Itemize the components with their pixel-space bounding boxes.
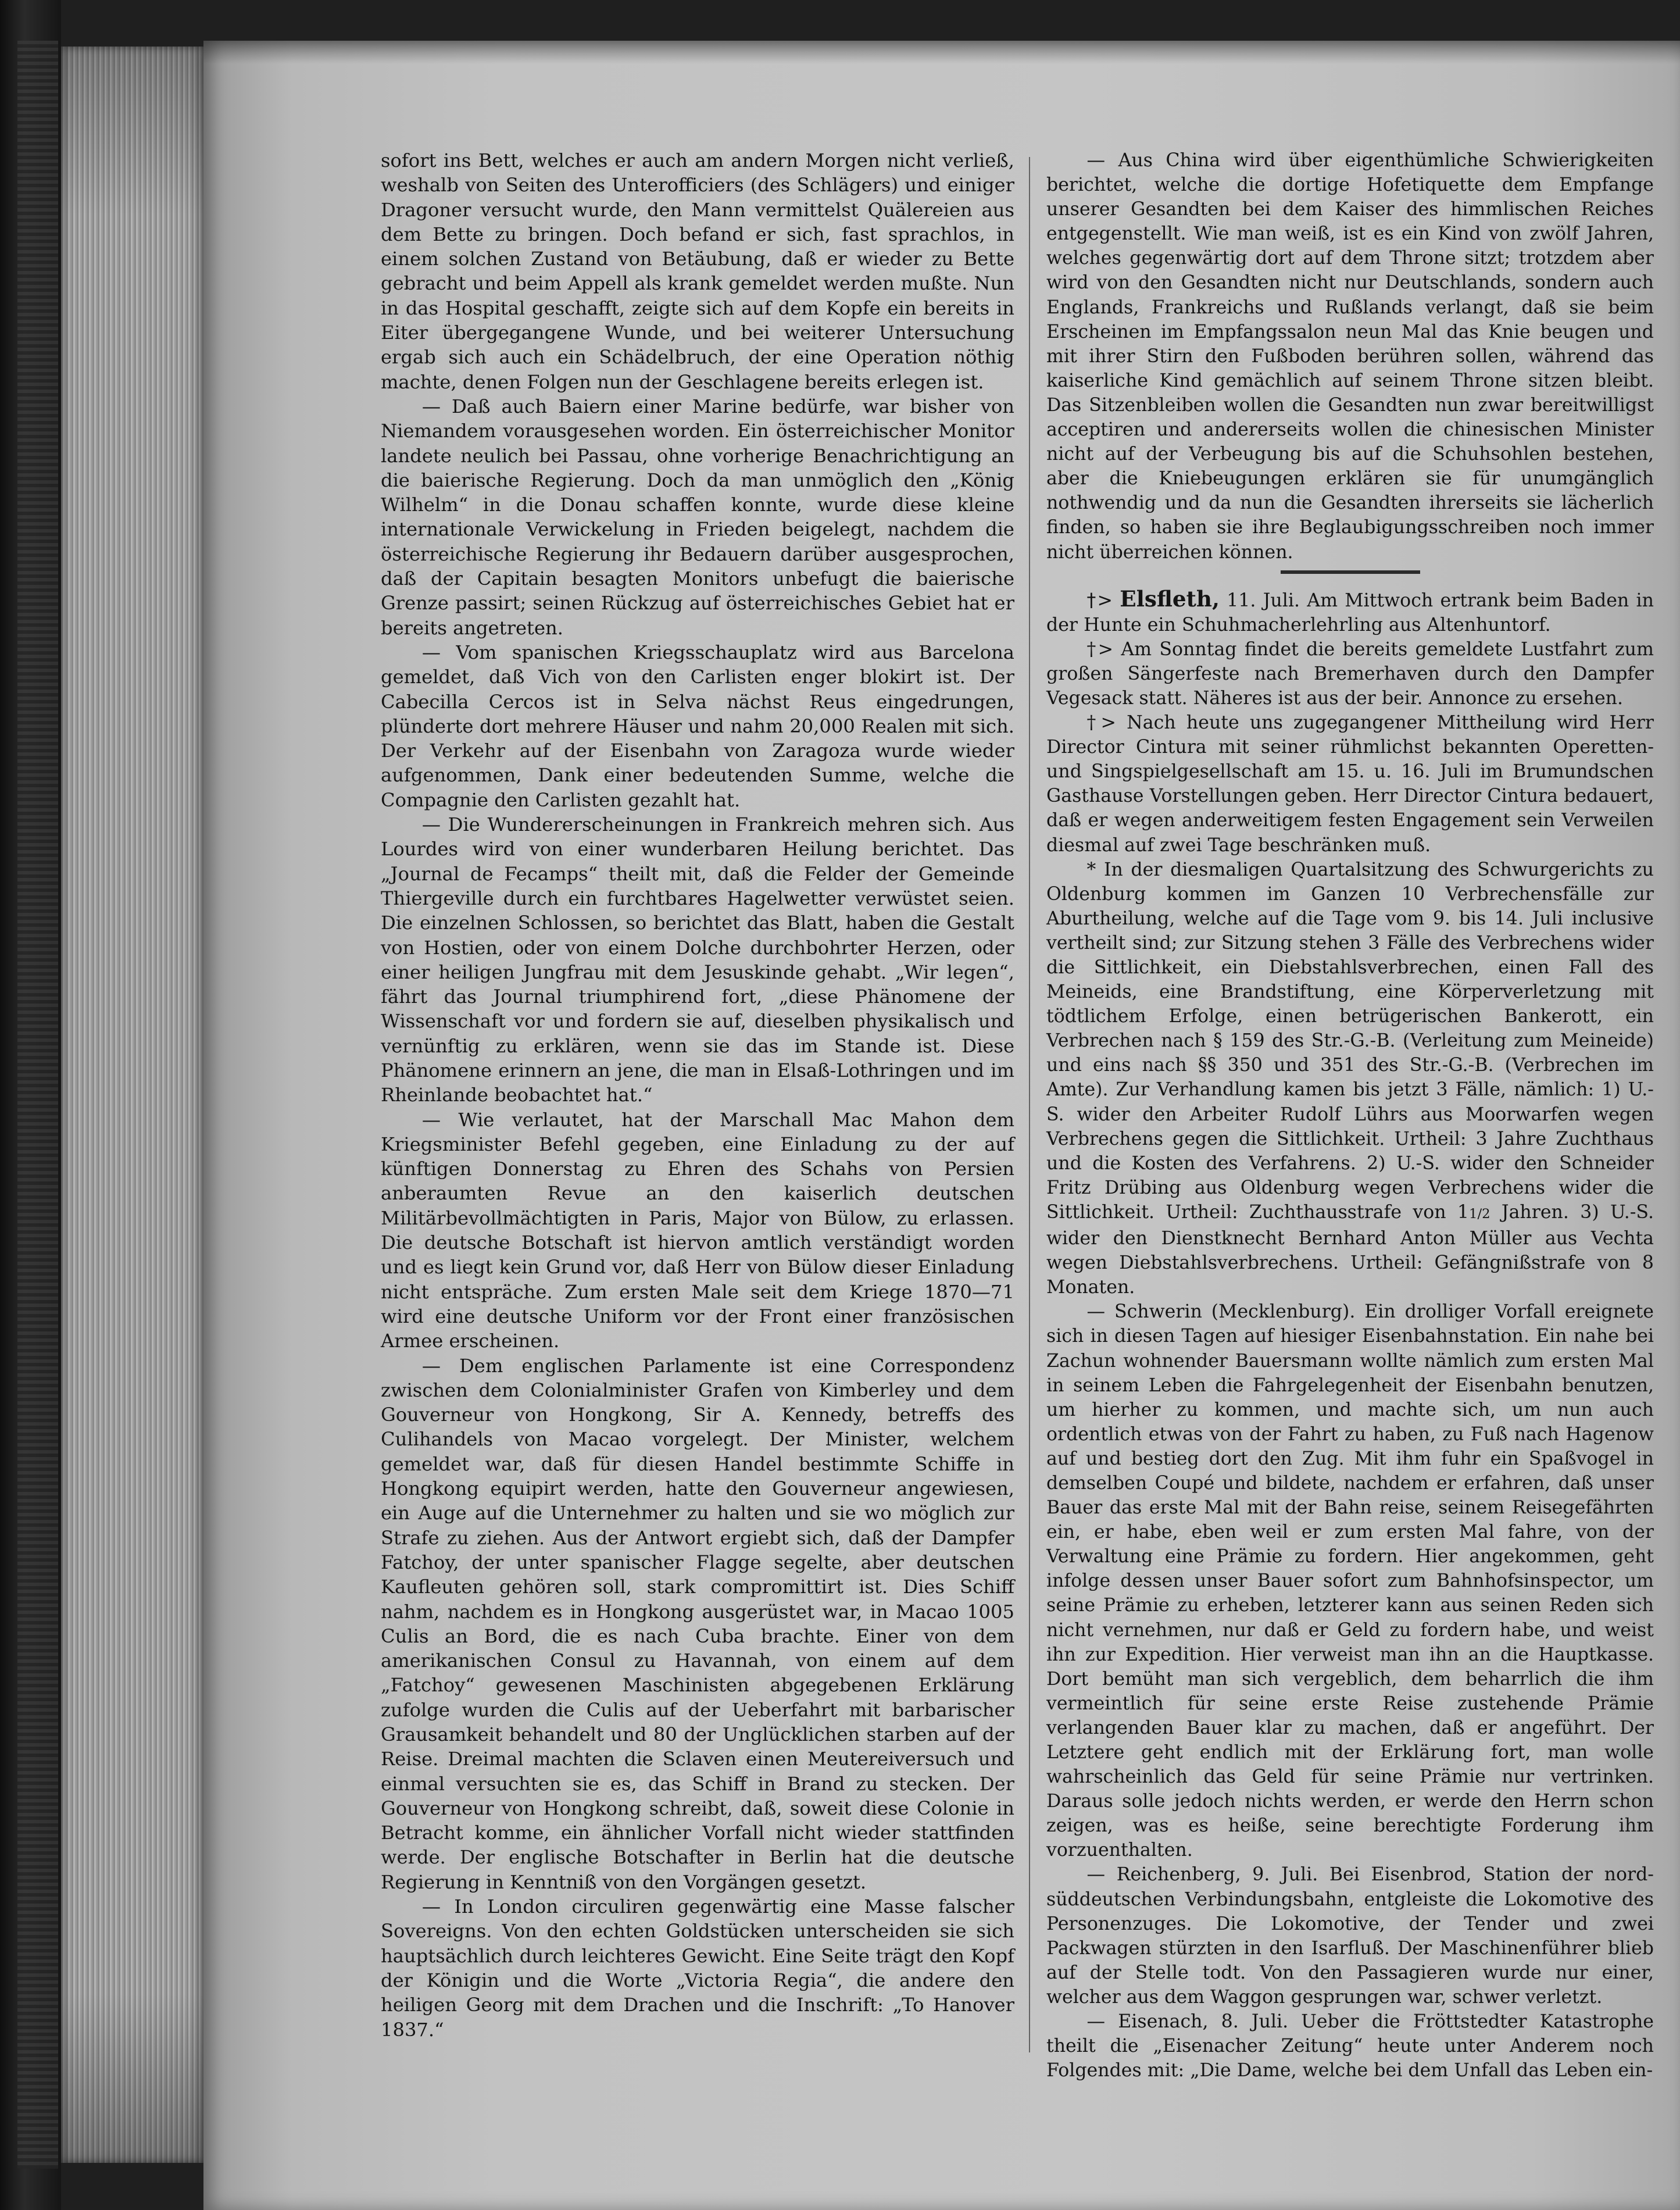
article-spain-war: — Vom spanischen Kriegsschauplatz wird aus Barcelona gemeldet, daß Vich von den Carlisten enger blokirt ist. Der Cabecilla Cercos ist in Selva nächst Reus eingedrungen, plünderte dort mehrere Häuser und nahm 20,000 Realen mit sich. Der Verkehr auf der Eisenbahn von Zaragoza wurde wieder aufgenommen, Dank einer bedeutenden Summe, welche die Compagnie den Carlisten gezahlt hat. — [381, 641, 1014, 811]
article-elsfleth — [1046, 587, 1654, 637]
article-mac-mahon: — Wie verlautet, hat der Marschall Mac Mahon dem Kriegsminister Befehl gegeben, eine Einladung zu der auf künftigen Donnerstag zu Ehren des Schahs von Persien anberaumten Revue an den kaiserlich deutschen Militärbevollmächtigten in Paris, Major von Bülow, zu erlassen. Die deutsche Botschaft ist hiervon amtlich verständigt worden und es liegt kein Grund vor, daß Herr von Bülow dieser Einladung nicht entspräche. Zum ersten Male seit dem Kriege 1870—71 wird eine deutsche Uniform vor der Front einer französischen Armee erscheinen. — [381, 1108, 1014, 1352]
right-column — [1046, 148, 1654, 2083]
article-soldier-abuse: sofort ins Bett, welches er auch am andern Morgen nicht verließ, weshalb von Seiten des Unterofficiers (des Schlägers) und einiger Dragoner versucht wurde, den Mann vermittelst Quälereien aus dem Bette zu bringen. Doch befand er sich, fast sprachlos, in einem solchen Zustand von Betäubung, daß er wieder zu Bette gebracht und beim Appell als krank gemeldet werden mußte. Nun in das Hospital geschafft, zeigte sich auf dem Kopfe ein bereits in Eiter übergegangene Wunde, und bei weiterer Untersuchung ergab sich auch ein Schädelbruch, der eine Operation nöthig machte, denen Folgen nun der Geschlagene bereits erlegen ist. — [381, 149, 1014, 393]
column-divider — [1029, 157, 1030, 2052]
article-false-sovereigns: — In London circuliren gegenwärtig eine Masse falscher Sovereigns. Von den echten Goldstücken unterscheiden sie sich hauptsächlich durch leichteres Gewicht. Eine Seite trägt den Kopf der Königin und die Worte „Victoria Regia“, die andere den heiligen Georg mit dem Drachen und die Inschrift: „To Hanover 1837.“ — [381, 1895, 1014, 2041]
article-china-etiquette: — Aus China wird über eigenthümliche Schwierigkeiten berichtet, welche die dortige Hofetiquette dem Empfange unserer Gesandten bei dem Kaiser des himmlischen Reiches entgegenstellt. Wie man weiß, ist es ein Kind von zwölf Jahren, welches gegenwärtig dort auf dem Throne sitzt; trotzdem aber wird von den Gesandten nicht nur Deutschlands, sondern auch Englands, Frankreichs und Rußlands verlangt, daß sie beim Erscheinen im Empfangssalon neun Mal das Knie beugen und mit ihrer Stirn den Fußboden berühren sollen, während das kaiserliche Kind gemächlich auf seinem Throne sitzen bleibt. Das Sitzenbleiben wollen die Gesandten nun zwar bereitwilligst acceptiren und andererseits wollen die chinesischen Minister nicht auf der Verbeugung bis auf die Schuhsohlen bestehen, aber die Kniebeugungen erklären sie für unumgänglich nothwendig und da nun die Gesandten ihrerseits sie lächerlich finden, so haben sie ihre Beglaubigungsschreiben noch immer nicht überreichen können. — [1046, 150, 1654, 563]
book-binding — [0, 0, 61, 2210]
article-oldenburg-court — [1046, 858, 1654, 1300]
article-bavaria-navy: — Daß auch Baiern einer Marine bedürfe, war bisher von Niemandem vorausgesehen worden. Ein österreichischer Monitor landete neulich bei Passau, ohne vorherige Benachrichtigung an die baierische Regierung. Doch da man unmöglich den „König Wilhelm“ in die Donau schaffen konnte, wurde diese kleine internationale Verwickelung in Frieden beigelegt, nachdem die österreichische Regierung ihr Bedauern darüber ausgesprochen, daß der Capitain besagten Monitors unbefugt die baierische Grenze passirt; seinen Rückzug auf österreichisches Gebiet hat er bereits angetreten. — [381, 395, 1014, 639]
article-cintura-operetta: †> Nach heute uns zugegangener Mittheilung wird Herr Director Cintura mit seiner rühmlichst bekannten Operetten- und Singspielgesellschaft am 15. u. 16. Juli im Brumundschen Gasthause Vorstellungen geben. Herr Director Cintura bedauert, daß er wegen anderweitigem festen Engagement sein Verweilen diesmal auf zwei Tage beschränken muß. — [1046, 712, 1654, 856]
fraction-half: 1/2 — [1468, 1206, 1490, 1222]
article-sunday-excursion: †> Am Sonntag findet die bereits gemeldete Lustfahrt zum großen Sängerfeste nach Bremerhaven durch den Dampfer Vegesack statt. Näheres ist aus der beir. Annonce zu ersehen. — [1046, 638, 1654, 709]
left-column — [381, 148, 1014, 2042]
oldenburg-text-a: * In der diesmaligen Quartalsitzung des Schwurgerichts zu Oldenburg kommen im Ganzen 10 Verbrechensfälle zur Aburtheilung, welche auf die Tage vom 9. bis 14. Juli inclusive vertheilt sind; zur Sitzung stehen 3 Fälle des Verbrechens wider die Sittlichkeit, ein Diebstahlsverbrechen, einen Fall des Meineids, eine Brandstiftung, eine Körperverletzung mit tödtlichem Erfolge, einen betrügerischen Bankerott, ein Verbrechen nach § 159 des Str.-G.-B. (Verleitung zum Meineide) und eins nach §§ 350 und 351 des Str.-G.-B. (Verbrechen im Amte). Zur Verhandlung kamen bis jetzt 3 Fälle, nämlich: 1) U.-S. wider den Arbeiter Rudolf Lührs aus Moorwarfen wegen Verbrechens gegen die Sittlichkeit. Urtheil: 3 Jahre Zuchthaus und die Kosten des Verfahrens. 2) U.-S. wider den Schneider Fritz Drübing aus Oldenburg wegen Verbrechens wider die Sittlichkeit. Urtheil: Zuchthausstrafe von 1 — [1046, 859, 1654, 1223]
page-top-shadow — [203, 41, 1680, 64]
article-eisenach: — Eisenach, 8. Juli. Ueber die Fröttstedter Katastrophe theilt die „Eisenacher Zeitung“ heute unter Anderem noch Folgendes mit: „Die Dame, welche bei dem Unfall das Leben ein- — [1046, 2011, 1654, 2082]
dagger-mark: †> — [1086, 590, 1113, 611]
article-coolie-trade: — Dem englischen Parlamente ist eine Correspondenz zwischen dem Colonialminister Grafen von Kimberley und dem Gouverneur von Hongkong, Sir A. Kennedy, betreffs des Culihandels von Macao vorgelegt. Der Minister, welchem gemeldet war, daß für diesen Handel bestimmte Schiffe in Hongkong equipirt werden, hatte den Gouverneur angewiesen, ein Auge auf die Unternehmer zu halten und sie wo möglich zur Strafe zu ziehen. Aus der Antwort ergiebt sich, daß der Dampfer Fatchoy, der unter spanischer Flagge segelte, aber deutschen Kaufleuten gehören soll, stark compromittirt ist. Dies Schiff nahm, nachdem es in Hongkong ausgerüstet war, in Macao 1005 Culis an Bord, die es nach Cuba brachte. Einer von dem amerikanischen Consul zu Havannah, von einem auf dem „Fatchoy“ gewesenen Maschinisten abgegebenen Erklärung zufolge wurden die Culis auf der Ueberfahrt mit barbarischer Grausamkeit behandelt und 80 der Unglücklichen starben auf der Reise. Dreimal machten die Sclaven einen Meutereiversuch und einmal versuchten sie es, das Schiff in Brand zu stecken. Der Gouverneur von Hongkong schreibt, daß, soweit diese Colonie in Betracht komme, ein ähnlicher Vorfall nicht wieder stattfinden werde. Der englische Botschafter in Berlin hat die deutsche Regierung in Kenntniß von den Vorgängen gesetzt. — [381, 1354, 1014, 1893]
article-schwerin: — Schwerin (Mecklenburg). Ein drolliger Vorfall ereignete sich in diesen Tagen auf hiesiger Eisenbahnstation. Ein nahe bei Zachun wohnender Bauersmann wollte nämlich zum ersten Mal in seinem Leben die Fahrgelegenheit der Eisenbahn benutzen, um hierher zu kommen, und machte sich, um nun auch ordentlich etwas von der Fahrt zu haben, zu Fuß nach Hagenow auf und bestieg dort den Zug. Mit ihm fuhr ein Spaßvogel in demselben Coupé und bildete, nachdem er erfahren, daß unser Bauer das erste Mal mit der Bahn reise, seinem Reisegefährten ein, er habe, eben weil er zum ersten Mal fahre, von der Verwaltung eine Prämie zu fordern. Hier angekommen, geht infolge dessen unser Bauer sofort zum Bahnhofsinspector, um seine Prämie zu erheben, letzterer kann aus seinen Reden sich nicht vernehmen, nur daß er Geld zu fordern habe, und weist ihn zur Expedition. Hier verweist man ihn an die Hauptkasse. Dort bemüht man sich vergeblich, dem beharrlich die ihm vermeintlich für seine erste Reise zustehende Prämie verlangenden Bauer klar zu machen, daß er angeführt. Der Letztere geht endlich mit der Erklärung fort, man wolle wahrscheinlich das Geld für seine Prämie nur vertrinken. Daraus solle jedoch nichts werden, er werde den Herrn schon zeigen, was es heiße, seine berechtigte Forderung ihm vorzuenthalten. — [1046, 1301, 1654, 1861]
elsfleth-text: 11. Juli. Am Mittwoch ertrank beim Baden in der Hunte ein Schuhmacherlehrling aus Altenhuntorf. — [1046, 590, 1654, 635]
dateline-elsfleth: Elsfleth, — [1120, 585, 1220, 612]
section-divider — [1281, 570, 1420, 574]
page-edges — [61, 47, 203, 2163]
article-reichenberg: — Reichenberg, 9. Juli. Bei Eisenbrod, Station der nord-süddeutschen Verbindungsbahn, entgleiste die Lokomotive des Personenzuges. Die Lokomotive, der Tender und zwei Packwagen stürzten in den Isarfluß. Der Maschinenführer blieb auf der Stelle todt. Von den Passagieren wurde nur einer, welcher aus dem Waggon gesprungen war, schwer verletzt. — [1046, 1864, 1654, 2008]
article-france-miracles: — Die Wundererscheinungen in Frankreich mehren sich. Aus Lourdes wird von einer wunderbaren Heilung berichtet. Das „Journal de Fecamps“ theilt mit, daß die Felder der Gemeinde Thiergeville durch ein furchtbares Hagelwetter verwüstet seien. Die einzelnen Schlossen, so berichtet das Blatt, haben die Gestalt von Hostien, oder von einem Dolche durchbohrter Herzen, oder einer heiligen Jungfrau mit dem Jesuskinde gehabt. „Wir legen“, fährt das Journal triumphirend fort, „diese Phänomene der Wissenschaft vor und fordern sie auf, dieselben physikalisch und vernünftig zu erklären, wenn sie das im Stande ist. Diese Phänomene erinnern an jene, die man in Elsaß-Lothringen und im Rheinlande beobachtet hat.“ — [381, 813, 1014, 1106]
oldenburg-text-b: Jahren. 3) U.-S. wider den Dienstknecht Bernhard Anton Müller aus Vechta wegen Diebstahlsverbrechens. Urtheil: Gefängnißstrafe von 8 Monaten. — [1046, 1201, 1654, 1298]
